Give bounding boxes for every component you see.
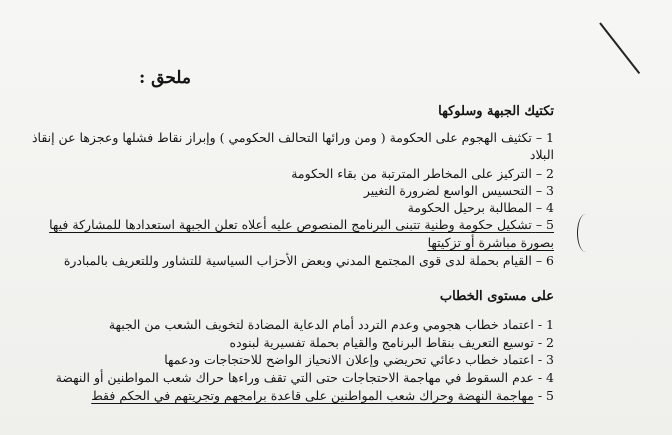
item-text: عدم السقوط في مهاجمة الاحتجاجات حتى التي تقف وراءها حراك شعب المواطنين أو النهضة	[55, 370, 534, 385]
item-text: التركيز على المخاطر المترتبة من بقاء الحكومة	[291, 166, 532, 181]
list-item	[428, 235, 554, 251]
item-number: 1	[546, 317, 554, 332]
document-title: ملحق :	[138, 68, 192, 88]
item-text: مهاجمة النهضة وحراك شعب المواطنين على قاعدة برامجهم وتجريتهم في الحكم فقط	[91, 388, 534, 403]
handwritten-bracket-mark	[577, 214, 594, 252]
item-number: 1	[546, 130, 554, 145]
item-number: 4	[546, 370, 554, 385]
item-dash: –	[535, 166, 543, 181]
item-dash: –	[535, 183, 543, 198]
item-number: 5	[546, 388, 554, 403]
item-number: 4	[546, 200, 554, 215]
list-item	[230, 335, 554, 351]
list-item	[408, 200, 554, 216]
item-dash: -	[537, 388, 543, 403]
item-text: التحسيس الواسع لضرورة التغيير	[363, 183, 532, 198]
item-dash: -	[537, 352, 543, 367]
item-text: توسيع التعريف بنقاط البرنامج والقيام بحملة تفسيرية لبنوده	[229, 335, 534, 350]
list-item	[291, 166, 554, 182]
item-dash: –	[535, 200, 543, 215]
item-text: البلاد	[529, 147, 554, 162]
item-number: 6	[546, 253, 554, 268]
item-text: اعتماد خطاب دعائي تحريضي وإعلان الانحياز الواضح للاحتجاجات ودعمها	[164, 352, 534, 367]
item-text: تشكيل حكومة وطنية تتبنى البرنامج المنصوص عليه أعلاه تعلن الجبهة استعدادها للمشاركة فيها	[49, 217, 532, 232]
list-item	[109, 317, 554, 333]
page-edge-mark	[599, 22, 640, 74]
list-item	[64, 253, 554, 269]
list-item	[32, 130, 554, 146]
item-dash: -	[537, 370, 543, 385]
list-item	[530, 147, 554, 163]
list-item	[364, 183, 554, 199]
item-number: 2	[546, 335, 554, 350]
section-heading-tactics: تكتيك الجبهة وسلوكها	[438, 104, 554, 119]
item-number: 3	[546, 352, 554, 367]
item-text: اعتماد خطاب هجومي وعدم التردد أمام الدعاية المضادة لتخويف الشعب من الجبهة	[108, 317, 534, 332]
item-dash: -	[537, 317, 543, 332]
item-dash: –	[535, 253, 543, 268]
item-text: تكثيف الهجوم على الحكومة ( ومن ورائها التحالف الحكومي ) وإبراز نقاط فشلها وعجزها عن إنقاذ	[31, 130, 532, 145]
item-dash: –	[535, 130, 543, 145]
list-item	[91, 388, 554, 404]
item-dash: -	[537, 335, 543, 350]
list-item	[56, 370, 554, 386]
item-text: بصورة مباشرة أو تزكيتها	[427, 235, 554, 250]
list-item	[49, 217, 554, 233]
item-text: المطالبة برحيل الحكومة	[407, 200, 532, 215]
item-number: 5	[546, 217, 554, 232]
item-number: 2	[546, 166, 554, 181]
item-text: القيام بحملة لدى قوى المجتمع المدني وبعض الأحزاب السياسية للتشاور وللتعريف بالمبادرة	[63, 253, 532, 268]
item-number: 3	[546, 183, 554, 198]
item-dash: –	[535, 217, 543, 232]
list-item	[164, 352, 554, 368]
section-heading-discourse: على مستوى الخطاب	[439, 289, 554, 304]
